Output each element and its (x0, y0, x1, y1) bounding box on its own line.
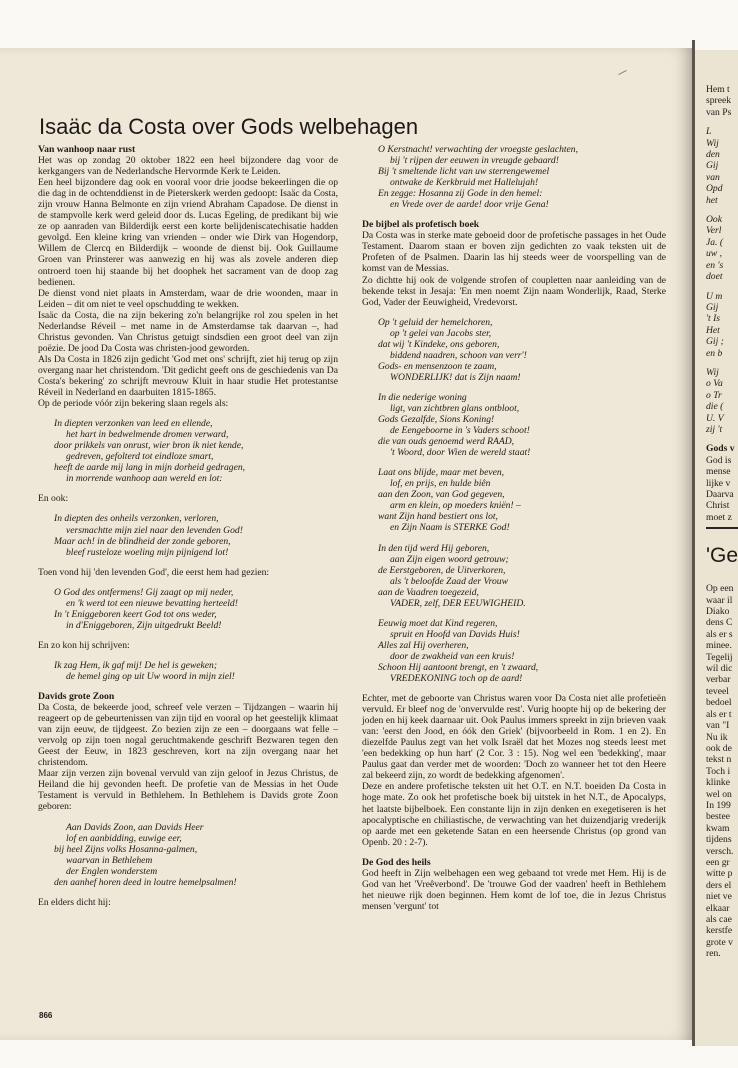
paragraph-spacer (38, 409, 338, 418)
poem-line: Gods- en mensenzoon te zaam, (378, 360, 497, 372)
paragraph-spacer (362, 383, 666, 392)
poem-line: In die nederige woning (378, 391, 467, 403)
poem-line: ontwake de Kerkbruid met Hallelujah! (390, 177, 539, 189)
facing-page-line: spreek (706, 95, 732, 107)
paragraph-spacer (38, 484, 338, 493)
facing-page-heading: Gods v (706, 443, 735, 455)
paragraph-spacer (38, 682, 338, 691)
facing-page-line: het (706, 194, 718, 206)
facing-page-line: versch. (706, 845, 734, 857)
poem-line: bij heel Zijns volks Hosanna-galmen, (54, 843, 198, 855)
poem-stanza (54, 822, 338, 888)
facing-page-line: Ja. ( (706, 236, 724, 248)
poem-line: door prikkels van onrust, wier bron ik niet kende, (54, 440, 244, 452)
section-heading: De God des heils (362, 856, 431, 868)
facing-page-line: waar il (706, 594, 733, 606)
facing-page-line: als er t (706, 708, 732, 720)
paragraph-spacer (38, 888, 338, 897)
poem-line: WONDERLIJK! dat is Zijn naam! (390, 371, 521, 383)
paragraph-spacer (38, 504, 338, 513)
section-heading: De bijbel als profetisch boek (362, 219, 480, 231)
body-paragraph: Da Costa was in sterke mate geboeid door de profetische passages in het Oude Testament. Daarom staan er boven zijn gedichten zo vaak teksten uit de Profeten of de Psalmen. Daarin las hij steeds weer de voorspelling van de komst van de Messias. (362, 230, 666, 275)
poem-line: der Englen wonderstem (66, 865, 158, 877)
poem-line: In den tijd werd Hij geboren, (378, 542, 490, 554)
poem-line: want Zijn hand bestiert ons lot, (378, 511, 498, 523)
facing-page-line: ook de (706, 742, 732, 754)
article-title: Isaäc da Costa over Gods welbehagen (39, 114, 419, 139)
facing-page-line: uw , (706, 248, 722, 260)
poem-line: Op 't geluid der hemelchoren, (378, 316, 493, 328)
facing-page-line: Gij (706, 301, 719, 313)
facing-page-line: Diako (706, 606, 730, 618)
poem-line: O Kerstnacht! verwachting der vroegste geslachten, (378, 144, 579, 155)
facing-page-line: Verl (706, 225, 722, 237)
body-paragraph: En elders dicht hij: (38, 896, 111, 908)
facing-page-line: witte p (706, 868, 733, 880)
facing-page-line: grote v (706, 936, 733, 948)
poem-line: waarvan in Bethlehem (66, 854, 153, 866)
facing-page-line: elkaar (706, 902, 730, 914)
poem-line: bij 't rijpen der eeuwen in vreugde gebaard! (390, 155, 559, 167)
section-heading: Van wanhoop naar rust (38, 144, 136, 155)
facing-page-line: als er s (706, 628, 733, 640)
poem-line: dat wij 't Kindeke, ons geboren, (378, 338, 500, 350)
facing-page-line: teveel (706, 685, 729, 697)
poem-line: Aan Davids Zoon, aan Davids Heer (66, 821, 204, 833)
poem-line: In diepten des onheils verzonken, verloren, (54, 513, 219, 525)
poem-line: de Eerstgeboren, de Uitverkoren, (378, 564, 506, 576)
body-paragraph: Deze en andere profetische teksten uit het O.T. en N.T. boeiden Da Costa in hoge mate. Zo ook het profetische boek bij uitstek in het N.T., de Apocalyps, het laatste bijbelboek. Een constante lijn in zijn denken en exegetiseren is het apocalyptische en chiliastische, de verwachting van het duizendjarig vrederijk op aarde met een geketende Satan en een heersende Christus (op grond van Openb. 20 : 2-7). (362, 781, 666, 848)
paragraph-spacer (362, 534, 666, 543)
facing-page-line: U. V (706, 412, 724, 424)
poem-line: lof, en prijs, en hulde biên (390, 478, 491, 490)
poem-line: arm en klein, op moeders kniën! – (390, 500, 521, 512)
poem-stanza (378, 144, 666, 210)
facing-page-edge (695, 50, 738, 1046)
paragraph-spacer (362, 210, 666, 219)
poem-line: aan den Zoon, van God gegeven, (378, 489, 505, 501)
poem-line: aan de Vaadren toegezeid, (378, 586, 479, 598)
facing-page-line: Op een (706, 583, 734, 595)
facing-page-line: Ook (706, 214, 722, 226)
paragraph-spacer (38, 813, 338, 822)
facing-page-line: wil dic (706, 663, 733, 675)
poem-line: en 'k werd tot een nieuwe bevatting herteeld! (66, 597, 238, 609)
poem-line: spruit en Hoofd van Davids Huis! (390, 628, 520, 640)
paragraph-spacer (362, 609, 666, 618)
facing-page-line: van "I (706, 720, 730, 732)
poem-line: door de zwakheid van een kruis! (390, 650, 515, 662)
poem-line: versmachtte mijn ziel naar den levenden God! (66, 524, 243, 536)
body-paragraph: Maar zijn verzen zijn bovenal vervuld van zijn geloof in Jezus Christus, de Heiland die hij gevonden heeft. De profetie van de Messias in het Oude Testament is vervuld in Bethlehem. In Bethlehem is Davids grote Zoon geboren: (38, 768, 338, 813)
facing-page-line: niet ve (706, 891, 732, 903)
facing-page-line: Het (706, 324, 720, 336)
facing-page-line: o Va (706, 378, 723, 390)
facing-page-line: lijke v (706, 477, 731, 489)
poem-line: Alles zal Hij overheren, (378, 639, 469, 651)
facing-page-line: U m (706, 290, 723, 302)
body-paragraph: Een heel bijzondere dag ook en vooral voor drie joodse bekeerlingen die op die dag in de ochtenddienst in de Pieterskerk werden gedoopt: Isaäc da Costa, zijn vrouw Hanna Belmonte en zijn vriend Abraham Capadose. De dienst in de stampvolle kerk werd geleid door ds. Lucas Egeling, de predikant bij wie ze op aanraden van Bilderdijk eerst een korte belijdeniscatechisatie hadden gevolgd. Een kleine kring van vrienden – onder wie Dirk van Hogendorp, Willem de Clercq en Bilderdijk – woonde de dienst bij. Ook Guillaume Groen van Prinsterer was aanwezig en hij was als zovele anderen diep ontroerd toen hij staande bij het doophek het sacrament van de doop zag bedienen. (38, 177, 338, 288)
paragraph-spacer (38, 578, 338, 587)
facing-page-spacer (706, 283, 738, 291)
body-paragraph: Op de periode vóór zijn bekering slaan regels als: (38, 398, 229, 410)
body-paragraph: Da Costa, de bekeerde jood, schreef vele verzen – Tijdzangen – waarin hij reageert op de gebeurtenissen van zijn tijd en vooral op het geestelijk klimaat van zijn eeuw, de tijdgeest. Zo bezien zijn ze een – doorgaans wat felle – vervolg op zijn toen nogal geruchtmakende geschrift Bezwaren tegen den Geest der Eeuw, in 1823 geschreven, kort na zijn overgang naar het christendom. (38, 702, 338, 769)
facing-page-line: mense (706, 466, 731, 478)
poem-stanza (378, 392, 666, 458)
facing-page-line: God is (706, 454, 732, 466)
poem-line: Laat ons blijde, maar met beven, (378, 467, 505, 479)
facing-page-line: Tegelij (706, 651, 733, 663)
poem-line: als 't beloofde Zaad der Vrouw (390, 575, 508, 587)
facing-page-line: zij 't (706, 423, 723, 435)
body-paragraph: En ook: (38, 493, 69, 505)
facing-page-line: L (706, 126, 712, 138)
body-paragraph: Het was op zondag 20 oktober 1822 een heel bijzondere dag voor de kerkgangers van de Nederlandsche Hervormde Kerk te Leiden. (38, 155, 338, 178)
facing-page-line: bedoel (706, 697, 732, 709)
paragraph-spacer (362, 308, 666, 317)
poem-stanza (54, 418, 338, 484)
poem-line: de hemel ging op uit Uw woord in mijn ziel! (66, 670, 235, 682)
poem-line: Schoon Hij aantoont brengt, en 't zwaard, (378, 661, 539, 673)
facing-page-line: Wij (706, 137, 719, 149)
facing-page-line: klinke (706, 777, 730, 789)
facing-page-line: wel on (706, 788, 732, 800)
poem-line: die van ouds genoemd werd RAAD, (378, 436, 515, 448)
facing-page-line: Christ (706, 500, 730, 512)
facing-page-line: o Tr (706, 389, 722, 401)
poem-line: aan Zijn eigen woord getrouw; (390, 553, 509, 565)
body-paragraph: Toen vond hij 'den levenden God', die eerst hem had gezien: (38, 566, 270, 578)
poem-stanza (54, 660, 338, 682)
facing-page-line: Wij (706, 366, 719, 378)
paragraph-spacer (38, 558, 338, 567)
facing-page-line: kwam (706, 822, 730, 834)
facing-page-title: 'Ge (706, 544, 738, 568)
facing-page-line: als cae (706, 914, 732, 925)
body-paragraph: God heeft in Zijn welbehagen een weg gebaand tot vrede met Hem. Hij is de God van het 'Vreêverbond'. De 'trouwe God der vaadren' heeft in Bethlehem het nieuwe rijk doen beginnen. Hem komt de lof toe, die in Jezus Christus mensen 'vergunt' tot (362, 867, 666, 912)
facing-page-line: doet (706, 271, 723, 283)
section-heading: Davids grote Zoon (38, 691, 115, 703)
poem-stanza (378, 467, 666, 533)
facing-page-line: Daarva (706, 489, 734, 500)
poem-line: O God des ontfermens! Gij zaagt op mij neder, (54, 586, 234, 598)
facing-page-line: tijdens (706, 834, 732, 846)
facing-page-line: van Ps (706, 106, 732, 118)
body-paragraph: Isaäc da Costa, die na zijn bekering zo'n belangrijke rol zou spelen in het Nederlandse Réveil – met name in de Amsterdamse tak daarvan –, had Christus gevonden. Van Christus getuigt sindsdien een groot deel van zijn poëzie. De jood Da Costa was christen-jood geworden. (38, 309, 338, 354)
poem-line: Eeuwig moet dat Kind regeren, (378, 617, 498, 629)
paragraph-spacer (362, 458, 666, 467)
facing-page-spacer (706, 206, 738, 214)
left-text-column (38, 144, 338, 908)
paragraph-spacer (362, 848, 666, 857)
poem-line: het hart in bedwelmende dromen verward, (66, 429, 229, 441)
facing-page-line: Gij ; (706, 336, 724, 348)
poem-line: de Eengeboorne in 's Vaders schoot! (390, 425, 530, 437)
poem-line: lof en aanbidding, euwige eer, (66, 832, 182, 844)
facing-page-line: bestee (706, 811, 730, 823)
poem-line: en Vrede over de aarde! door vrije Gena! (390, 199, 549, 211)
poem-line: bleef rusteloze woeling mijn pijnigend lot! (66, 546, 229, 558)
poem-line: Ik zag Hem, ik gaf mij! De hel is geweken; (54, 659, 218, 671)
facing-page-line: die ( (706, 401, 724, 413)
facing-page-line: den (706, 149, 720, 161)
poem-line: in d'Eniggeboren, Zijn uitgedrukt Beeld! (66, 619, 222, 631)
facing-page-spacer (706, 118, 738, 126)
poem-line: en Zijn Naam is STERKE God! (390, 522, 510, 534)
poem-line: op 't gelei van Jacobs ster, (390, 327, 492, 339)
facing-page-line: en b (706, 347, 723, 359)
facing-page-line: en 's (706, 259, 724, 271)
facing-page-line: 't Is (706, 313, 721, 325)
facing-page-line: van (706, 171, 720, 183)
poem-line: ligt, van zichtbren glans ontbloot, (390, 402, 520, 414)
facing-page-line: Gij (706, 160, 719, 172)
body-paragraph: De dienst vond niet plaats in Amsterdam, waar de drie woonden, maar in Leiden – dit om niet te veel opschudding te wekken. (38, 287, 338, 310)
body-paragraph: Echter, met de geboorte van Christus waren voor Da Costa niet alle profetieën vervuld. Er bleef nog de 'onvervulde rest'. Vurig hoopte hij op de bekering der joden en hij keek daarnaar uit. Ook Paulus immers spreekt in zijn brieven vaak van: 'eerst den Jood, en óók den Griek' (bijvoorbeeld in Rom. 1 en 2). En diezelfde Paulus zegt van het volk Israël dat het Mozes nog steeds leest met 'een bedekking op hun hart' (2 Cor. 3 : 15). Nog wel een 'bedekking', maar Paulus gaat dan verder met de woorden: 'Doch zo wanneer het tot den Heere zal bekeerd zijn, zo wordt de bedekking afgenomen'. (362, 693, 666, 782)
poem-line: In 't Eniggeboren keert God tot ons weder, (54, 608, 217, 620)
poem-stanza (378, 543, 666, 609)
facing-page-line: Hem t (706, 84, 730, 95)
paragraph-spacer (362, 684, 666, 693)
facing-page-line: kerstfe (706, 925, 733, 937)
poem-stanza (54, 587, 338, 631)
facing-page-text (706, 84, 738, 960)
facing-page-line: minee. (706, 640, 732, 652)
poem-line: den aanhef horen deed in loutre hemelpsalmen! (54, 876, 237, 888)
facing-page-line: moet z (706, 511, 732, 523)
facing-page-line: een gr (706, 856, 730, 868)
poem-line: Bij 't smeltende licht van uw sterrengewemel (378, 166, 550, 178)
facing-page-line: Opd (706, 183, 723, 195)
poem-line: VREDEKONING toch op de aard! (390, 673, 523, 685)
facing-page-line: Nu ik (706, 731, 728, 743)
poem-stanza (378, 618, 666, 684)
poem-stanza (54, 513, 338, 557)
facing-page-rule (706, 527, 738, 529)
page-number: 866 (39, 1011, 53, 1020)
poem-stanza (378, 317, 666, 383)
facing-page-spacer (706, 435, 738, 443)
facing-page-line: In 199 (706, 799, 731, 811)
facing-page-line: verbar (706, 674, 731, 686)
poem-line: En zegge: Hosanna zij Gode in den hemel: (378, 188, 543, 200)
poem-line: Maar ach! in de blindheid der zonde geboren, (54, 535, 231, 547)
poem-line: in morrende wanhoop aan wereld en lot: (66, 473, 223, 485)
poem-line: 't Woord, door Wien de wereld staat! (390, 447, 531, 459)
facing-page-line: dens C (706, 617, 733, 629)
body-paragraph: Zo dichtte hij ook de volgende strofen of coupletten naar aanleiding van de bekende tekst in Jesaja: 'En men noemt Zijn naam Wonderlijk, Raad, Sterke God, Vader der Eeuwigheid, Vredevorst. (362, 274, 666, 308)
poem-line: VADER, zelf, DER EEUWIGHEID. (390, 597, 526, 609)
body-paragraph: Als Da Costa in 1826 zijn gedicht 'God met ons' schrijft, ziet hij terug op zijn overgang naar het christendom. 'Dit gedicht geeft ons de geschiedenis van Da Costa's bekering' zo schrijft mevrouw Kluit in haar studie Het protestantse Réveil in Nederland en daarbuiten 1815-1865. (38, 353, 338, 399)
poem-line: gedreven, gefolterd tot eindloze smart, (66, 451, 214, 463)
facing-page-line: ren. (706, 948, 721, 960)
poem-line: Gods Gezalfde, Sions Koning! (378, 414, 495, 426)
body-paragraph: En zo kon hij schrijven: (38, 639, 130, 651)
poem-line: heeft de aarde mij lang in mijn dorheid gedragen, (54, 462, 246, 474)
paragraph-spacer (38, 651, 338, 660)
facing-page-line: tekst n (706, 754, 732, 766)
right-text-column (362, 144, 666, 912)
poem-line: In diepten verzonken van leed en ellende, (54, 418, 213, 430)
paragraph-spacer (38, 631, 338, 640)
facing-page-line: Toch i (706, 765, 731, 777)
facing-page-spacer (706, 359, 738, 367)
poem-line: biddend naadren, schoon van verr'! (390, 349, 527, 361)
facing-page-line: ders el (706, 879, 732, 891)
